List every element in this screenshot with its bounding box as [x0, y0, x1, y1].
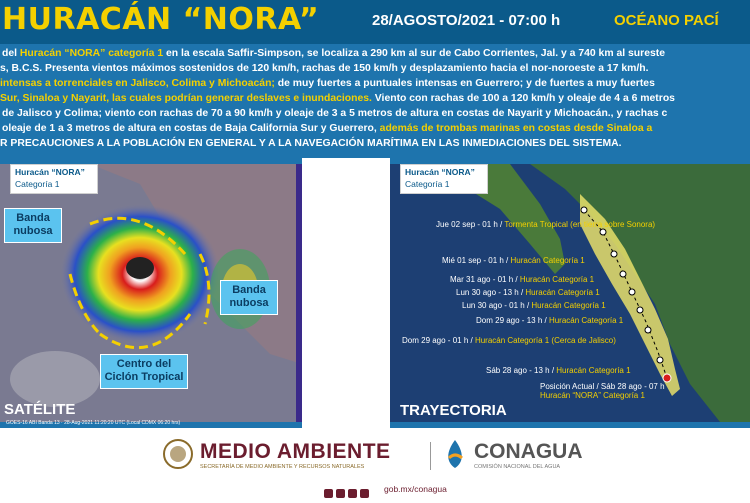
medio-ambiente-subtitle: SECRETARÍA DE MEDIO AMBIENTE Y RECURSOS NATURALES: [200, 464, 365, 470]
conagua-logo-icon: [440, 438, 470, 470]
satellite-storm-name: Huracán “NORA”: [15, 167, 85, 177]
track-point-label: Mar 31 ago - 01 h / Huracán Categoría 1: [450, 275, 595, 284]
trajectory-caption: TRAYECTORIA: [400, 402, 507, 419]
ocean-label: OCÉANO PACÍ: [614, 12, 719, 29]
mexico-seal-icon: [162, 438, 194, 470]
bulletin-line-6: oleaje de 1 a 3 metros de altura en costas de Baja California Sur y Guerrero, además de trombas marinas en costas desde Sinaloa a: [2, 123, 653, 134]
conagua-subtitle: COMISIÓN NACIONAL DEL AGUA: [474, 464, 561, 470]
track-point-label: Dom 29 ago - 13 h / Huracán Categoría 1: [476, 316, 624, 325]
callout-band-nubosa-left: Banda nubosa: [4, 208, 62, 243]
track-point-label: Jue 02 sep - 01 h / Tormenta Tropical (en tierra sobre Sonora): [436, 220, 656, 229]
trajectory-storm-name: Huracán “NORA”: [405, 167, 475, 177]
track-current-position: Posición Actual / Sáb 28 ago - 07 h Huracán “NORA” Categoría 1: [540, 382, 665, 400]
bulletin-line-4: Sur, Sinaloa y Nayarit, las cuales podrían generar deslaves e inundaciones. Viento con rachas de 100 a 120 km/h y oleaje de 4 a 6 metros: [0, 93, 675, 104]
medio-ambiente-logo-text: MEDIO AMBIENTE: [200, 440, 391, 463]
bulletin-line-7: R PRECAUCIONES A LA POBLACIÓN EN GENERAL Y A LA NAVEGACIÓN MARÍTIMA EN LAS INMEDIACIONES DEL SISTEMA.: [0, 138, 622, 149]
social-icons: [324, 485, 372, 495]
track-point-label: Mié 01 sep - 01 h / Huracán Categoría 1: [442, 256, 585, 265]
footer-divider: [430, 442, 431, 470]
bulletin-date: 28/AGOSTO/2021 - 07:00 h: [372, 12, 561, 29]
trajectory-label-box: [400, 164, 488, 194]
bulletin-line-5: de Jalisco y Colima; viento con rachas de 70 a 90 km/h y oleaje de 3 a 5 metros de altura en costas de Nayarit y Michoacán., y rachas c: [2, 108, 668, 119]
twitter-icon[interactable]: [336, 489, 345, 498]
track-point-label: Sáb 28 ago - 13 h / Huracán Categoría 1: [486, 366, 631, 375]
website-link[interactable]: gob.mx/conagua: [384, 484, 447, 494]
facebook-icon[interactable]: [324, 489, 333, 498]
conagua-logo-text: CONAGUA: [474, 440, 583, 463]
bulletin-text-block: [0, 44, 750, 158]
bulletin-line-2: s, B.C.S. Presenta vientos máximos sostenidos de 120 km/h, rachas de 150 km/h y desplazamiento hacia el nor-noroeste a 17 km/h.: [0, 63, 649, 74]
youtube-icon[interactable]: [360, 489, 369, 498]
header-bar: [0, 0, 750, 44]
satellite-label-box: [10, 164, 98, 194]
bulletin-line-3: intensas a torrenciales en Jalisco, Colima y Michoacán; de muy fuertes a puntuales intensas en Guerrero; y de fuertes a muy fuertes: [0, 78, 655, 89]
satellite-caption: SATÉLITE: [4, 401, 76, 418]
bulletin-line-1: del Huracán “NORA” categoría 1 en la escala Saffir-Simpson, se localiza a 290 km al sur de Cabo Corrientes, Jal. y a 740 km al sureste: [2, 48, 665, 59]
callout-band-nubosa-right: Banda nubosa: [220, 280, 278, 315]
callout-cyclone-center: Centro del Ciclón Tropical: [100, 354, 188, 389]
track-point-label: Dom 29 ago - 01 h / Huracán Categoría 1 (Cerca de Jalisco): [402, 336, 616, 345]
instagram-icon[interactable]: [348, 489, 357, 498]
track-point-label: Lun 30 ago - 01 h / Huracán Categoría 1: [462, 301, 606, 310]
satellite-storm-category: Categoría 1: [15, 179, 60, 189]
footer: [0, 428, 750, 500]
trajectory-storm-category: Categoría 1: [405, 179, 450, 189]
satellite-metadata: GOES-16 ABI Banda 13 · 28-Aug-2021 11:20:20 UTC (Local CDMX 06:20 hrs): [6, 420, 181, 426]
trajectory-panel: [390, 158, 750, 428]
page-title: HURACÁN “NORA”: [2, 2, 320, 37]
satellite-panel: [0, 158, 302, 428]
track-point-label: Lun 30 ago - 13 h / Huracán Categoría 1: [456, 288, 600, 297]
